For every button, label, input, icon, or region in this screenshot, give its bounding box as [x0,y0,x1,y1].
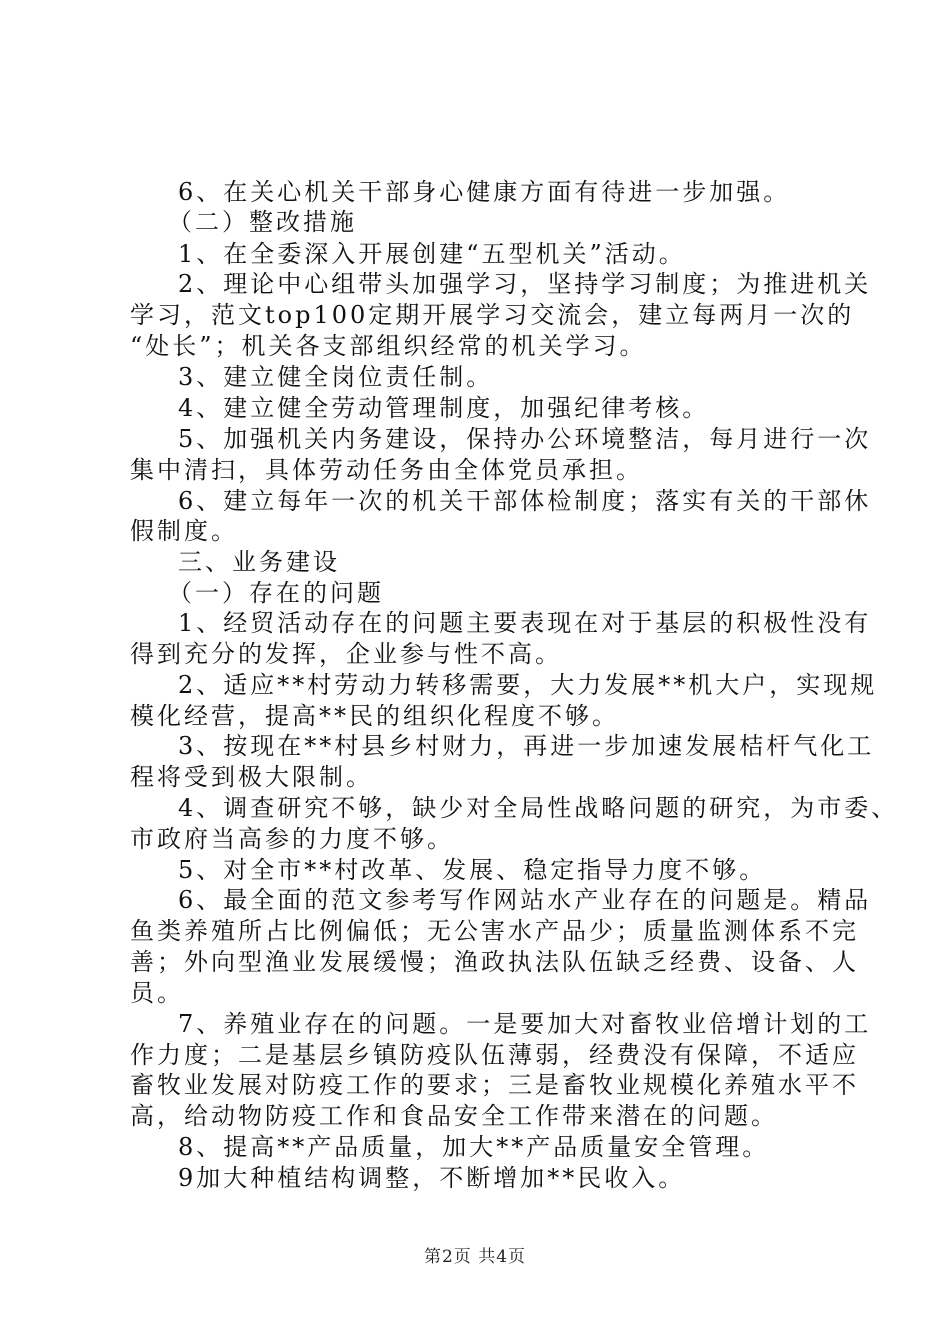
text-line: 员。 [130,979,184,1007]
text-line: 8、提高**产品质量，加大**产品质量安全管理。 [178,1133,770,1161]
section-heading: 三、业务建设 [178,548,340,576]
text-line: 9加大种植结构调整，不断增加**民收入。 [178,1164,686,1192]
text-line: 4、建立健全劳动管理制度，加强纪律考核。 [178,394,710,422]
text-line: 集中清扫，具体劳动任务由全体党员承担。 [130,456,643,484]
text-line: “处长”；机关各支部组织经常的机关学习。 [130,332,647,360]
text-line: 鱼类养殖所占比例偏低；无公害水产品少；质量监测体系不完 [130,917,859,945]
text-line: 高，给动物防疫工作和食品安全工作带来潜在的问题。 [130,1102,778,1130]
section-heading: （二）整改措施 [168,208,357,236]
text-line: 作力度；二是基层乡镇防疫队伍薄弱，经费没有保障，不适应 [130,1041,859,1069]
page-number-footer: 第2页 共4页 [423,1247,527,1267]
text-line: 市政府当高参的力度不够。 [130,825,454,853]
text-line: 畜牧业发展对防疫工作的要求；三是畜牧业规模化养殖水平不 [130,1071,859,1099]
section-heading: （一）存在的问题 [168,579,384,607]
text-line: 6、建立每年一次的机关干部体检制度；落实有关的干部休 [178,487,872,515]
text-line: 得到充分的发挥，企业参与性不高。 [130,640,562,668]
text-line: 学习，范文top100定期开展学习交流会，建立每两月一次的 [130,301,855,329]
text-line: 模化经营，提高**民的组织化程度不够。 [130,702,619,730]
text-line: 程将受到极大限制。 [130,763,373,791]
text-line: 2、适应**村劳动力转移需要，大力发展**机大户，实现规 [178,671,878,699]
text-line: 1、经贸活动存在的问题主要表现在对于基层的积极性没有 [178,609,872,637]
text-line: 善；外向型渔业发展缓慢；渔政执法队伍缺乏经费、设备、人 [130,948,859,976]
text-line: 5、对全市**村改革、发展、稳定指导力度不够。 [178,856,767,884]
text-line: 2、理论中心组带头加强学习，坚持学习制度；为推进机关 [178,270,872,298]
text-line: 6、最全面的范文参考写作网站水产业存在的问题是。精品 [178,886,872,914]
text-line: 1、在全委深入开展创建“五型机关”活动。 [178,240,686,268]
text-line: 假制度。 [130,517,238,545]
text-line: 6、在关心机关干部身心健康方面有待进一步加强。 [178,178,791,206]
text-line: 3、按现在**村县乡村财力，再进一步加速发展桔杆气化工 [178,732,875,760]
text-line: 3、建立健全岗位责任制。 [178,363,494,391]
text-line: 5、加强机关内务建设，保持办公环境整洁，每月进行一次 [178,425,872,453]
text-line: 7、养殖业存在的问题。一是要加大对畜牧业倍增计划的工 [178,1010,872,1038]
text-line: 4、调查研究不够，缺少对全局性战略问题的研究，为市委、 [178,794,899,822]
